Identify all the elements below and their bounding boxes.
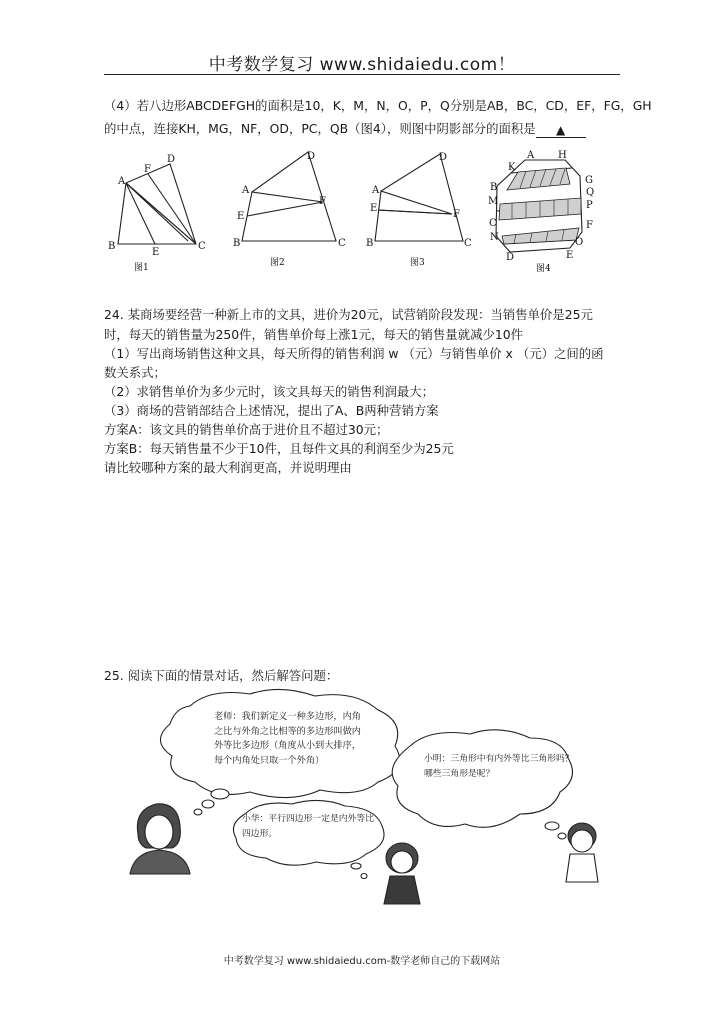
q23-line-2 bbox=[104, 119, 586, 137]
q24-line-5: （2）求销售单价为多少元时，该文具每天的销售利润最大； bbox=[104, 384, 435, 399]
q24-line-9: 请比较哪种方案的最大利润更高，并说明理由 bbox=[104, 460, 352, 475]
answer-mark: ▲ bbox=[556, 123, 566, 137]
q23-line-2-text: 的中点，连接KH，MG，NF，OD，PC，QB（图4），则图中阴影部分的面积是 bbox=[104, 121, 536, 136]
teacher-bubble-text bbox=[214, 710, 361, 768]
q24-line-7: 方案A：该文具的销售单价高于进价且不超过30元； bbox=[104, 422, 389, 437]
fig4-label-D: D bbox=[506, 252, 515, 263]
fig2-label-A: A bbox=[242, 185, 250, 196]
q24-line-6: （3）商场的营销部结合上述情况，提出了A、B两种营销方案 bbox=[104, 403, 439, 418]
q24-line-4: 数关系式； bbox=[104, 365, 166, 380]
fig1-label-F: F bbox=[144, 164, 151, 175]
fig2-label-C: C bbox=[338, 238, 346, 249]
fig3-label-C: C bbox=[464, 238, 472, 249]
fig3-caption: 图3 bbox=[410, 258, 425, 268]
teacher-bubble-line-1: 老师：我们新定义一种多边形，内角 bbox=[214, 711, 361, 722]
fig4-label-E: E bbox=[566, 250, 574, 261]
xiaohua-bubble-line-2: 四边形。 bbox=[242, 828, 278, 839]
page-footer: 中考数学复习 www.shidaiedu.com-数学老师自己的下载网站 bbox=[223, 956, 501, 967]
fig4-label-F: F bbox=[586, 220, 593, 231]
q24-line-3: （1）写出商场销售这种文具，每天所得的销售利润 w （元）与销售单价 x （元）之间的函 bbox=[104, 346, 604, 361]
q24-line-2: 时，每天的销售量为250件，销售单价每上涨1元，每天的销售量就减少10件 bbox=[104, 327, 524, 342]
xiaoming-bubble-line-1: 小明：三角形中有内外等比三角形吗？ bbox=[424, 754, 574, 764]
fig4-label-G: G bbox=[585, 175, 593, 186]
xiaoming-bubble-line-2: 哪些三角形是呢？ bbox=[424, 768, 495, 779]
fig4-label-K: K bbox=[508, 162, 516, 173]
fig3-label-F: F bbox=[453, 209, 460, 220]
fig1-label-B: B bbox=[108, 241, 116, 252]
fig4-label-Q: Q bbox=[586, 187, 595, 198]
xiaoming-illustration bbox=[566, 823, 598, 882]
xiaoming-bubble-text bbox=[424, 752, 574, 781]
fig1-label-A: A bbox=[118, 176, 126, 187]
figure-1-diagram bbox=[118, 164, 196, 244]
fig3-label-B: B bbox=[366, 238, 374, 249]
fig4-label-C: C bbox=[489, 218, 497, 229]
teacher-bubble-line-3: 外等比多边形（角度从小到大排序， bbox=[214, 740, 361, 752]
fig2-label-D: D bbox=[307, 151, 316, 162]
q24-line-1: 24. 某商场要经营一种新上市的文具，进价为20元，试营销阶段发现：当销售单价是25元 bbox=[104, 307, 593, 322]
fig2-label-F: F bbox=[319, 196, 326, 207]
answer-blank bbox=[536, 122, 586, 138]
xiaohua-bubble-line-1: 小华：平行四边形一定是内外等比 bbox=[242, 814, 374, 824]
fig1-label-C: C bbox=[198, 241, 206, 252]
fig1-label-E: E bbox=[152, 247, 160, 258]
fig2-label-E: E bbox=[237, 211, 245, 222]
teacher-illustration bbox=[130, 804, 190, 874]
fig4-caption: 图4 bbox=[536, 264, 551, 274]
fig4-label-H: H bbox=[558, 150, 567, 161]
figure-3-diagram bbox=[375, 154, 463, 241]
fig4-label-M: M bbox=[488, 196, 499, 207]
fig1-caption: 图1 bbox=[134, 263, 149, 273]
fig4-label-A: A bbox=[527, 150, 535, 161]
q24-line-8: 方案B：每天销售量不少于10件，且每件文具的利润至少为25元 bbox=[104, 441, 454, 456]
dialogue-illustration bbox=[120, 686, 620, 916]
fig4-label-B: B bbox=[490, 182, 498, 193]
fig3-label-A: A bbox=[372, 185, 380, 196]
q25-intro: 25. 阅读下面的情景对话，然后解答问题： bbox=[104, 668, 339, 683]
xiaohua-illustration bbox=[384, 843, 420, 904]
fig4-label-P: P bbox=[586, 200, 593, 211]
teacher-bubble-line-4: 每个内角处只取一个外角） bbox=[214, 754, 325, 766]
q23-line-1: （4）若八边形ABCDEFGH的面积是10，K，M，N，O，P，Q分别是AB，BC，CD，EF，FG，GH bbox=[104, 98, 652, 113]
fig3-label-E: E bbox=[370, 203, 378, 214]
fig4-label-O: O bbox=[575, 237, 584, 248]
teacher-bubble-line-2: 之比与外角之比相等的多边形叫做内 bbox=[214, 725, 361, 737]
geometry-figures bbox=[100, 148, 620, 276]
xiaohua-bubble-text bbox=[242, 812, 374, 841]
fig1-label-D: D bbox=[167, 154, 176, 165]
fig3-label-D: D bbox=[439, 152, 448, 163]
fig2-caption: 图2 bbox=[270, 258, 285, 268]
header-divider bbox=[104, 74, 620, 75]
page-header-title: 中考数学复习 www.shidaiedu.com！ bbox=[208, 55, 516, 75]
fig2-label-B: B bbox=[233, 238, 241, 249]
fig4-label-N: N bbox=[490, 232, 499, 243]
